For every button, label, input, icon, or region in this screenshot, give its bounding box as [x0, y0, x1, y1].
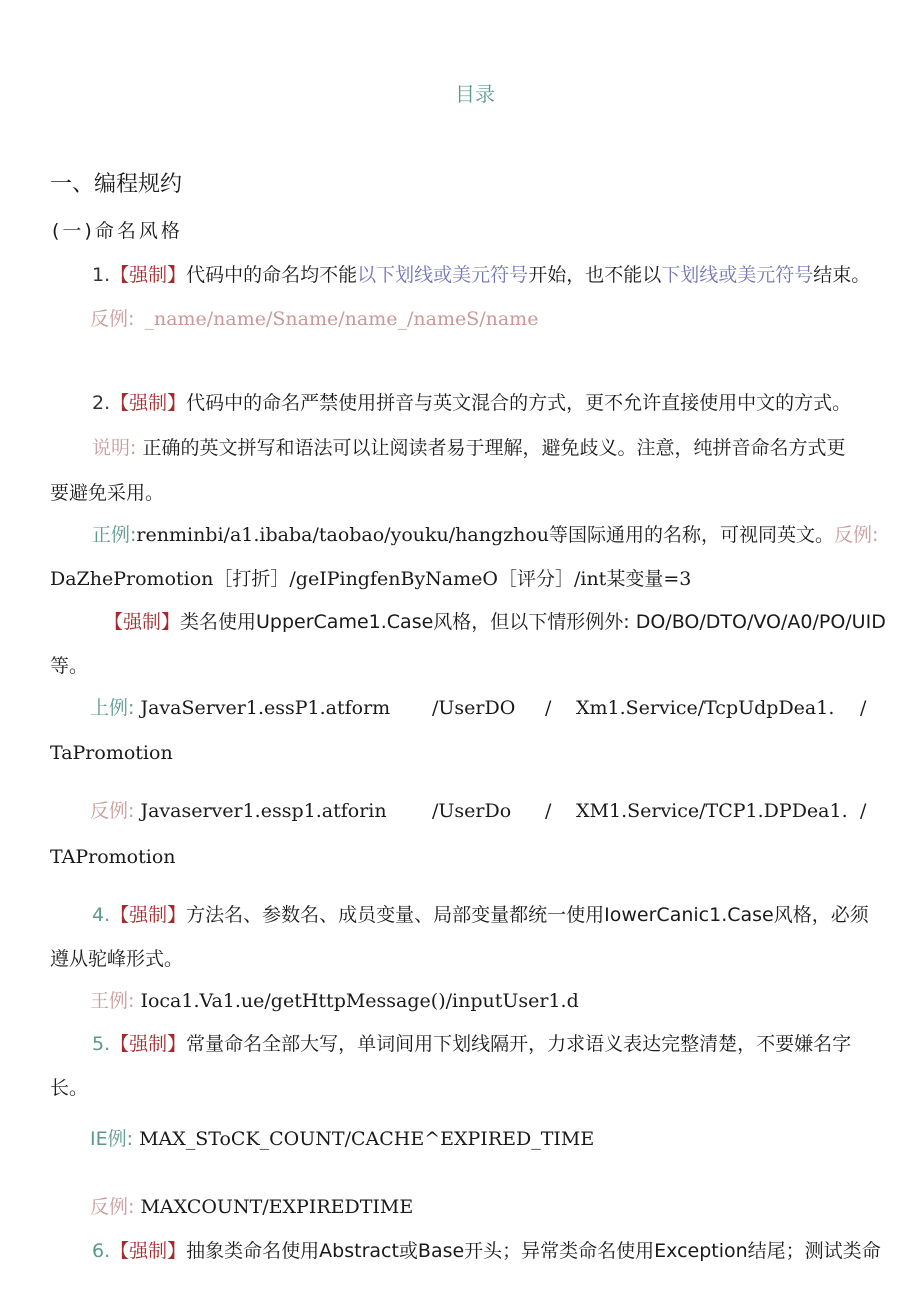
example-text: TaPromotion	[50, 742, 173, 764]
highlight-text: 下划线或美元符号	[661, 264, 814, 286]
counter-example	[90, 306, 538, 332]
example-text: renminbi/a1.ibaba/taobao/youku/hangzhou等国际通用的名称，可视同英文。	[136, 524, 835, 546]
note-text: 正确的英文拼写和语法可以让阅读者易于理解，避免歧义。注意，纯拼音命名方式更	[142, 437, 846, 459]
separator: /	[545, 800, 552, 822]
example-text: /UserDo	[432, 800, 512, 822]
rule-number: 6.	[92, 1240, 111, 1262]
rule-number: 5.	[92, 1033, 111, 1055]
rule-5	[92, 1031, 851, 1057]
rule-4-continued: 遵从驼峰形式。	[50, 948, 184, 970]
toc-title: 目录	[455, 82, 495, 106]
example-text: Ioca1.Va1.ue/getHttpMessage()/inputUser1.d	[140, 990, 579, 1012]
rule-5-continued: 长。	[50, 1077, 89, 1099]
rule-2	[92, 390, 851, 416]
rule-text: 结束。	[813, 264, 871, 286]
rule-6	[92, 1238, 881, 1264]
example-text: TAPromotion	[50, 846, 176, 868]
positive-example	[92, 522, 878, 548]
positive-example	[90, 695, 880, 721]
separator: /	[860, 697, 867, 719]
example-label: 王例:	[90, 990, 135, 1012]
example-text: JavaServer1.essP1.atform	[140, 697, 391, 719]
rule-tag: 【强制】	[110, 392, 187, 414]
rule-tag: 【强制】	[110, 1240, 187, 1262]
example-text: _name/name/Sname/name_/nameS/name	[144, 308, 539, 330]
rule-number: 2.	[92, 392, 111, 414]
rule-text: 抽象类命名使用Abstract或Base开头；异常类命名使用Exception结尾；测试类命	[186, 1240, 881, 1262]
section-heading: 一、编程规约	[50, 172, 183, 197]
rule-text: 代码中的命名严禁使用拼音与英文混合的方式，更不允许直接使用中文的方式。	[186, 392, 852, 414]
note-continued: 要避免采用。	[50, 482, 165, 504]
rule-number: 4.	[92, 904, 111, 926]
rule-text: 常量命名全部大写，单词间用下划线隔开，力求语义表达完整清楚，不要嫌名字	[186, 1033, 852, 1055]
positive-example	[90, 1126, 594, 1152]
counter-example-text: DaZhePromotion［打折］/geIPingfenByNameO［评分］/int某变量=3	[50, 568, 692, 590]
example-label: 反例:	[90, 800, 135, 822]
rule-text: 类名使用UpperCame1.Case风格，但以下情形例外: DO/BO/DTO/VO/A0/PO/UID	[180, 611, 886, 633]
positive-example	[90, 988, 579, 1014]
rule-text: 开始，也不能以	[528, 264, 662, 286]
rule-3-continued: 等。	[50, 655, 89, 677]
subsection-heading: (一)命名风格	[52, 220, 183, 242]
rule-text: 代码中的命名均不能	[186, 264, 358, 286]
example-label: IE例:	[90, 1128, 134, 1150]
rule-tag: 【强制】	[110, 1033, 187, 1055]
counter-example	[90, 1194, 413, 1220]
counter-example	[90, 798, 880, 824]
rule-1	[92, 262, 870, 288]
highlight-text: 以下划线或美元符号	[357, 264, 529, 286]
separator: /	[545, 697, 552, 719]
note-label: 说明:	[92, 437, 137, 459]
rule-text: 方法名、参数名、成员变量、局部变量都统一使用IowerCanic1.Case风格，必须	[186, 904, 869, 926]
rule-tag: 【强制】	[110, 904, 187, 926]
example-label: 反例:	[90, 1196, 135, 1218]
example-text: MAX_SToCK_COUNT/CACHE^EXPIRED_TIME	[139, 1128, 595, 1150]
example-text: MAXCOUNT/EXPIREDTIME	[140, 1196, 414, 1218]
example-label: 正例:	[92, 524, 137, 546]
example-label: 反例:	[834, 524, 879, 546]
example-label: 上例:	[90, 697, 135, 719]
rule-tag: 【强制】	[104, 611, 181, 633]
separator: /	[860, 800, 867, 822]
example-text: Xm1.Service/TcpUdpDea1.	[576, 697, 835, 719]
rule-4	[92, 902, 869, 928]
example-text: XM1.Service/TCP1.DPDea1.	[576, 800, 848, 822]
example-label: 反例:	[90, 308, 135, 330]
rule-number: 1.	[92, 264, 111, 286]
example-text: Javaserver1.essp1.atforin	[140, 800, 387, 822]
note	[92, 435, 845, 461]
rule-tag: 【强制】	[110, 264, 187, 286]
example-text: /UserDO	[432, 697, 516, 719]
rule-3	[104, 609, 886, 635]
